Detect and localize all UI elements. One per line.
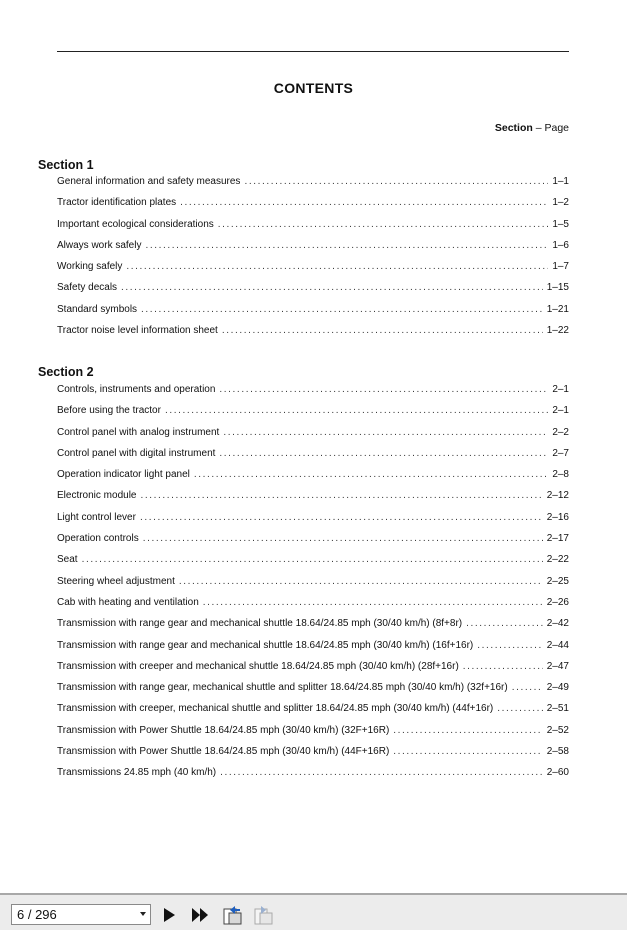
toc-entry-label: Controls, instruments and operation	[57, 384, 216, 395]
dot-leader	[220, 767, 543, 778]
toc-entry-label: Before using the tractor	[57, 405, 161, 417]
toc-entry-label: Control panel with analog instrument	[57, 426, 220, 438]
toc-entry[interactable]	[57, 597, 569, 618]
dot-leader	[121, 282, 543, 293]
toc-entry-page: 2–16	[546, 511, 569, 523]
toc-entry[interactable]	[57, 640, 569, 661]
page-number-value: 6 / 296	[17, 907, 57, 922]
toc-entry[interactable]	[57, 427, 569, 448]
toc-entry[interactable]	[57, 240, 569, 261]
dot-leader	[222, 325, 543, 336]
toc-entry[interactable]	[57, 512, 569, 533]
toc-entry-page: 2–49	[546, 682, 569, 694]
toc-entry-label: Transmission with creeper and mechanical shuttle 18.64/24.85 mph (30/40 km/h) (28f+16r)	[57, 660, 459, 672]
toc-entry-page: 2–8	[552, 469, 569, 481]
toc-entry-page: 1–5	[552, 218, 569, 230]
toc-entry-page: 1–21	[546, 303, 569, 315]
dropdown-arrow-icon[interactable]	[140, 912, 146, 916]
toc-entry-label: Transmission with range gear and mechanical shuttle 18.64/24.85 mph (30/40 km/h) (16f+16r)	[57, 639, 474, 651]
page-title: CONTENTS	[273, 80, 354, 96]
toc-entry[interactable]	[57, 469, 569, 490]
toc-entry-page: 2–2	[552, 426, 569, 438]
toc-entry-page: 2–47	[546, 660, 569, 672]
toc-entry-page: 2–12	[546, 490, 569, 502]
viewer-toolbar	[0, 893, 627, 930]
toc-entry[interactable]	[57, 325, 569, 346]
dot-leader	[477, 640, 543, 651]
dot-leader	[140, 490, 542, 501]
dot-leader	[143, 533, 543, 544]
dot-leader	[141, 304, 543, 315]
toc-entry-label: Steering wheel adjustment	[57, 575, 175, 587]
toc-entry-label: Tractor noise level information sheet	[57, 325, 218, 337]
toc-entry-label: General information and safety measures	[57, 176, 241, 187]
toc-entry[interactable]	[57, 767, 569, 788]
toc-entry[interactable]	[57, 682, 569, 703]
toc-entry-page: 1–22	[546, 325, 569, 337]
toc-entry[interactable]	[57, 176, 569, 197]
dot-leader	[82, 554, 543, 565]
previous-view-icon	[221, 904, 243, 926]
toc-entry-page: 2–52	[546, 724, 569, 736]
toc-entry[interactable]	[57, 384, 569, 405]
toc-entry-page: 2–7	[552, 447, 569, 459]
top-rule	[57, 51, 569, 52]
toc-entry[interactable]	[57, 576, 569, 597]
toc-entry[interactable]	[57, 405, 569, 426]
toc-entry-page: 2–60	[546, 767, 569, 779]
page-number-select[interactable]	[11, 904, 151, 925]
previous-view-button[interactable]	[221, 904, 243, 926]
toc-entry-label: Safety decals	[57, 282, 118, 294]
toc-entry-page: 1–15	[546, 282, 569, 294]
dot-leader	[126, 261, 548, 272]
toc-entry-page: 1–2	[552, 197, 569, 209]
toc-entry-label: Operation controls	[57, 533, 139, 545]
toc-entry-label: Transmission with range gear, mechanical shuttle and splitter 18.64/24.85 mph (30/40 km/h) (32f+16r)	[57, 682, 508, 694]
toc-entry[interactable]	[57, 197, 569, 218]
dot-leader	[219, 384, 548, 395]
toc-entry-page: 2–25	[546, 575, 569, 587]
toc-entry-page: 1–7	[552, 261, 569, 273]
section-2-title: Section 2	[38, 365, 94, 379]
next-page-icon	[158, 904, 180, 926]
dot-leader	[512, 682, 543, 693]
toc-entry-page: 2–22	[546, 554, 569, 566]
dot-leader	[463, 661, 543, 672]
toc-entry[interactable]	[57, 490, 569, 511]
dot-leader	[223, 427, 548, 438]
toc-entry[interactable]	[57, 661, 569, 682]
toc-entry-page: 2–1	[552, 405, 569, 417]
dot-leader	[244, 176, 548, 187]
toc-entry[interactable]	[57, 304, 569, 325]
toc-entry[interactable]	[57, 261, 569, 282]
toc-entry[interactable]	[57, 618, 569, 639]
dot-leader	[393, 746, 542, 757]
toc-entry-label: Light control lever	[57, 511, 136, 523]
section-page-header	[495, 122, 569, 134]
toc-entry-label: Cab with heating and ventilation	[57, 596, 199, 608]
dot-leader	[145, 240, 548, 251]
last-page-icon	[189, 904, 211, 926]
section-2-entries	[57, 384, 569, 789]
toc-entry[interactable]	[57, 554, 569, 575]
toc-entry-label: Transmission with range gear and mechanical shuttle 18.64/24.85 mph (30/40 km/h) (8f+8r)	[57, 618, 463, 630]
toc-entry-label: Seat	[57, 554, 78, 566]
dot-leader	[179, 576, 543, 587]
dot-leader	[218, 219, 549, 230]
toc-entry-label: Control panel with digital instrument	[57, 447, 216, 459]
toc-entry-page: 2–1	[552, 384, 569, 395]
dot-leader	[140, 512, 543, 523]
toc-entry-label: Always work safely	[57, 239, 142, 251]
toc-entry-label: Operation indicator light panel	[57, 469, 190, 481]
toc-entry-label: Transmission with creeper, mechanical shuttle and splitter 18.64/24.85 mph (30/40 km/h) (44f+16r)	[57, 703, 494, 715]
section-header-bold: Section	[494, 122, 533, 134]
toc-entry-label: Transmission with Power Shuttle 18.64/24.85 mph (30/40 km/h) (32F+16R)	[57, 724, 390, 736]
toc-entry-label: Transmission with Power Shuttle 18.64/24.85 mph (30/40 km/h) (44F+16R)	[57, 746, 390, 758]
toc-entry-label: Transmissions 24.85 mph (40 km/h)	[57, 767, 217, 779]
toc-entry-page: 2–17	[546, 533, 569, 545]
toc-entry-page: 2–44	[546, 639, 569, 651]
toc-entry-page: 2–42	[546, 618, 569, 630]
next-view-icon	[253, 904, 275, 926]
toc-entry-page: 1–6	[552, 239, 569, 251]
toc-entry-label: Electronic module	[57, 490, 137, 502]
section-header-rest: – Page	[532, 122, 569, 134]
dot-leader	[203, 597, 543, 608]
section-1-entries	[57, 176, 569, 346]
toc-entry-page: 2–51	[546, 703, 569, 715]
toc-entry-page: 1–1	[552, 176, 569, 187]
toc-entry[interactable]	[57, 282, 569, 303]
section-1-title: Section 1	[38, 158, 94, 172]
dot-leader	[497, 703, 543, 714]
dot-leader	[165, 405, 548, 416]
toc-entry[interactable]	[57, 219, 569, 240]
toc-entry[interactable]	[57, 533, 569, 554]
next-view-button[interactable]	[253, 904, 275, 926]
toc-entry[interactable]	[57, 448, 569, 469]
dot-leader	[219, 448, 548, 459]
last-page-button[interactable]	[189, 904, 211, 926]
toc-entry-page: 2–26	[546, 596, 569, 608]
toc-entry-label: Important ecological considerations	[57, 218, 214, 230]
toc-entry[interactable]	[57, 703, 569, 724]
toc-entry-label: Standard symbols	[57, 303, 138, 315]
toc-entry[interactable]	[57, 746, 569, 767]
toc-entry-label: Tractor identification plates	[57, 197, 177, 209]
next-page-button[interactable]	[158, 904, 180, 926]
toc-entry-label: Working safely	[57, 261, 123, 273]
toc-entry[interactable]	[57, 725, 569, 746]
dot-leader	[393, 725, 542, 736]
dot-leader	[466, 618, 543, 629]
dot-leader	[180, 197, 548, 208]
toc-entry-page: 2–58	[546, 746, 569, 758]
dot-leader	[194, 469, 548, 480]
